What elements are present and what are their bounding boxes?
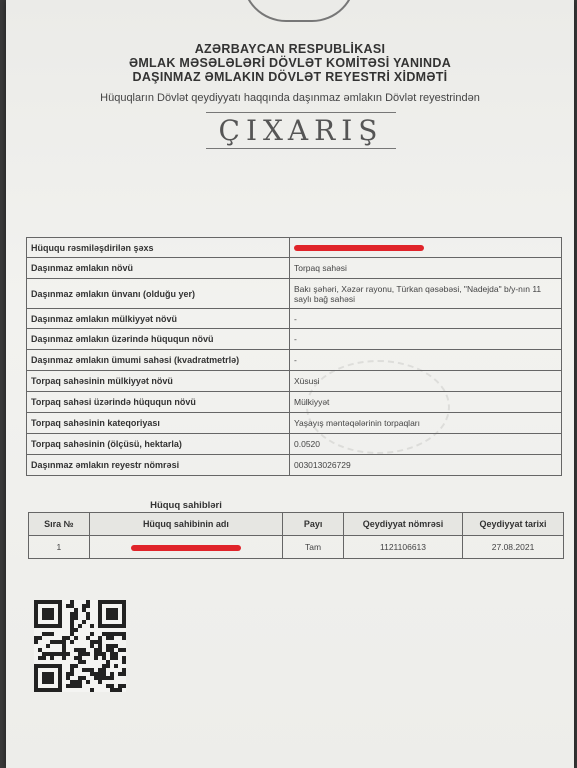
table-row (27, 329, 562, 350)
row-key: Daşınmaz əmlakın reyestr nömrəsi (27, 455, 290, 476)
table-row (27, 371, 562, 392)
row-key: Torpaq sahəsinin mülkiyyət növü (27, 371, 290, 392)
table-row (27, 279, 562, 309)
row-value: 0.0520 (290, 434, 562, 455)
col-header-share: Payı (283, 513, 344, 536)
row-key: Hüququ rəsmiləşdirilən şəxs (27, 238, 290, 258)
table-row (27, 309, 562, 329)
row-value: Mülkiyyət (290, 392, 562, 413)
row-value: - (290, 309, 562, 329)
row-key: Torpaq sahəsinin (ölçüsü, hektarla) (27, 434, 290, 455)
table-row (29, 536, 564, 559)
document-page (6, 0, 574, 768)
document-title: ÇIXARIŞ (218, 114, 384, 147)
owner-name (89, 536, 282, 559)
state-emblem-icon (242, 0, 356, 22)
header-subtitle: Hüquqların Dövlət qeydiyyatı haqqında daşınmaz əmlakın Dövlət reyestrindən (100, 92, 480, 104)
header-service: DAŞINMAZ ƏMLAKIN DÖVLƏT REYESTRİ XİDMƏTİ (132, 70, 448, 84)
title-divider-bottom (206, 148, 396, 149)
owners-table (28, 512, 564, 559)
row-key: Torpaq sahəsi üzərində hüququn növü (27, 392, 290, 413)
row-key: Torpaq sahəsinin kateqoriyası (27, 413, 290, 434)
owners-section-title: Hüquq sahibləri (150, 500, 222, 511)
row-value: Torpaq sahəsi (290, 258, 562, 279)
header-republic: AZƏRBAYCAN RESPUBLİKASI (194, 42, 386, 56)
redaction-mark (131, 545, 241, 551)
row-key: Daşınmaz əmlakın ünvanı (olduğu yer) (27, 279, 290, 309)
owner-reg-date: 27.08.2021 (463, 536, 564, 559)
row-key: Daşınmaz əmlakın ümumi sahəsi (kvadratmetrlə) (27, 350, 290, 371)
col-header-no: Sıra № (29, 513, 90, 536)
table-row (27, 238, 562, 258)
col-header-reg-date: Qeydiyyat tarixi (463, 513, 564, 536)
row-value: 003013026729 (290, 455, 562, 476)
row-value: - (290, 350, 562, 371)
row-value (290, 238, 562, 258)
property-info-table (26, 237, 562, 476)
col-header-name: Hüquq sahibinin adı (89, 513, 282, 536)
row-value: Bakı şəhəri, Xəzər rayonu, Türkan qəsəbəsi, "Nadejda" b/y-nın 11 saylı bağ sahəsi (290, 279, 562, 309)
table-row (27, 392, 562, 413)
header-committee: ƏMLAK MƏSƏLƏLƏRİ DÖVLƏT KOMİTƏSİ YANINDA (128, 56, 452, 70)
row-key: Daşınmaz əmlakın üzərində hüququn növü (27, 329, 290, 350)
table-row (27, 455, 562, 476)
document-title-block (206, 110, 396, 154)
qr-code-icon (34, 600, 126, 692)
table-row (27, 413, 562, 434)
owner-no: 1 (29, 536, 90, 559)
owner-reg-no: 1121106613 (343, 536, 462, 559)
table-row (27, 350, 562, 371)
row-value: Yaşayış məntəqələrinin torpaqları (290, 413, 562, 434)
col-header-reg-no: Qeydiyyat nömrəsi (343, 513, 462, 536)
row-key: Daşınmaz əmlakın mülkiyyət növü (27, 309, 290, 329)
table-row (27, 434, 562, 455)
row-value: - (290, 329, 562, 350)
row-key: Daşınmaz əmlakın növü (27, 258, 290, 279)
table-row (27, 258, 562, 279)
title-divider-top (206, 112, 396, 113)
owners-header-row (29, 513, 564, 536)
redaction-mark (294, 245, 424, 251)
row-value: Xüsusi (290, 371, 562, 392)
owner-share: Tam (283, 536, 344, 559)
